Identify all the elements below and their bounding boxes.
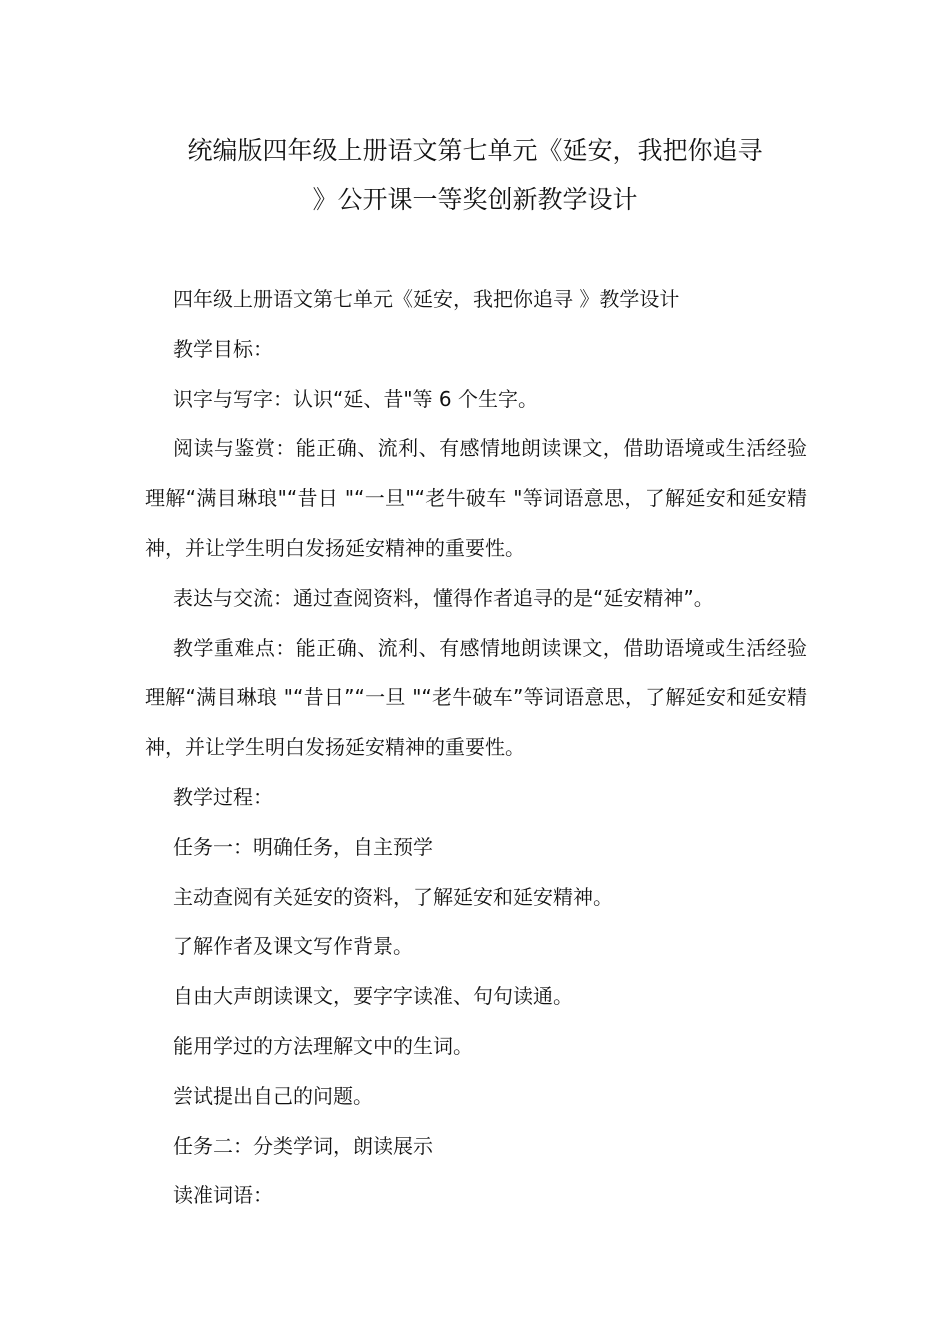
paragraph-process-heading: 教学过程： bbox=[173, 784, 273, 809]
paragraph-literacy: 识字与写字：认识“延、昔"等 6 个生字。 bbox=[173, 386, 538, 411]
paragraph-task-one-item-4: 能用学过的方法理解文中的生词。 bbox=[173, 1033, 473, 1058]
paragraph-key-points: 教学重难点：能正确、流利、有感情地朗读课文，借助语境或生活经验理解“满目琳琅 "“昔日”“一旦 "“老牛破车”等词语意思，了解延安和延安精神，并让学生明白发扬延安精神的重要性。 bbox=[145, 635, 807, 760]
paragraph-reading: 阅读与鉴赏：能正确、流利、有感情地朗读课文，借助语境或生活经验理解“满目琳琅"“昔日 "“一旦"“老牛破车 "等词语意思，了解延安和延安精神，并让学生明白发扬延安精神的重要性。 bbox=[145, 436, 807, 560]
paragraph-task-one-item-2: 了解作者及课文写作背景。 bbox=[173, 934, 413, 959]
paragraph-objectives-heading: 教学目标： bbox=[173, 336, 273, 361]
paragraph-task-one-item-5: 尝试提出自己的问题。 bbox=[173, 1083, 373, 1108]
document-title-line-2: 》公开课一等奖创新教学设计 bbox=[312, 185, 638, 214]
paragraph-expression: 表达与交流：通过查阅资料，懂得作者追寻的是“延安精神”。 bbox=[173, 585, 714, 610]
paragraph-subtitle: 四年级上册语文第七单元《延安，我把你追寻 》教学设计 bbox=[173, 287, 680, 311]
paragraph-task-one-item-1: 主动查阅有关延安的资料，了解延安和延安精神。 bbox=[173, 884, 613, 909]
paragraph-task-one-item-3: 自由大声朗读课文，要字字读准、句句读通。 bbox=[173, 984, 573, 1009]
document-body bbox=[145, 275, 807, 1221]
paragraph-task-two: 任务二：分类学词，朗读展示 bbox=[173, 1133, 433, 1158]
document-title-line-1: 统编版四年级上册语文第七单元《延安，我把你追寻 bbox=[187, 136, 763, 165]
paragraph-read-words: 读准词语： bbox=[173, 1183, 273, 1208]
paragraph-task-one: 任务一：明确任务，自主预学 bbox=[173, 834, 433, 859]
